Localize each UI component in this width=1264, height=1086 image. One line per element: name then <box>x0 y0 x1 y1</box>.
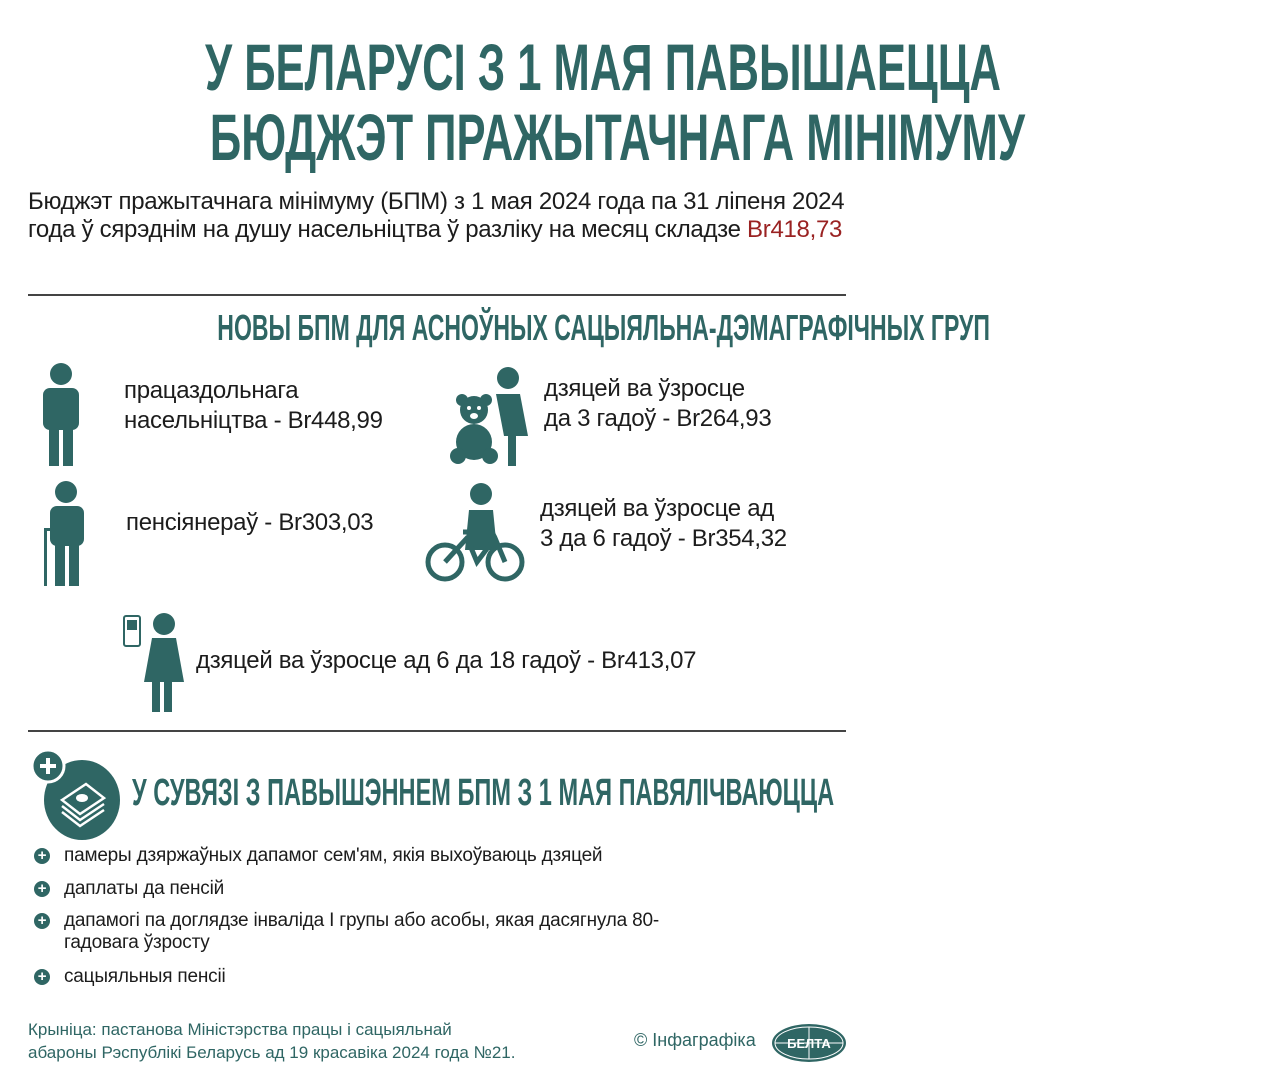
intro-value: Br418,73 <box>747 216 843 243</box>
increase-heading-text: У СУВЯЗІ З ПАВЫШЭННЕМ БПМ З 1 МАЯ ПАВЯЛІЧВАЮЦЦА <box>132 772 835 814</box>
title-text-2: БЮДЖЭТ ПРАЖЫТАЧНАГА МІНІМУМУ <box>209 100 1025 174</box>
increase-heading <box>132 773 1264 813</box>
increase-item <box>34 845 854 867</box>
group-6-to-18: дзяцей ва ўзросце ад 6 да 18 гадоў - Br413,07 <box>196 647 697 674</box>
group-working-age: працаздольнага насельніцтва - Br448,99 <box>124 377 383 434</box>
increase-item-text: сацыяльныя пенсіі <box>64 966 226 987</box>
increase-item <box>34 878 854 900</box>
plus-icon: + <box>34 913 50 929</box>
title-line-1 <box>0 30 1001 104</box>
title-line-2 <box>0 100 1025 174</box>
source-line-2: абароны Рэспублікі Беларусь ад 19 красавіка 2024 года №21. <box>28 1043 516 1062</box>
divider <box>28 730 846 732</box>
adult-person-icon <box>40 362 82 466</box>
increase-item-text: памеры дзяржаўных дапамог сем'ям, якія выхоўваюць дзяцей <box>64 845 603 866</box>
source-note <box>28 1018 515 1064</box>
svg-text:БЕЛТА: БЕЛТА <box>787 1036 831 1051</box>
intro-text: Бюджэт пражытачнага мінімуму (БПМ) з 1 мая 2024 года па 31 ліпеня 2024 года ў сярэднім на душу насельніцтва ў разліку на месяц складзе <box>28 188 845 243</box>
increase-item-text: даплаты да пенсій <box>64 878 225 899</box>
child-with-teddy-bear-icon <box>450 366 535 466</box>
increase-item-text: дапамогі па доглядзе інваліда I групы або асобы, якая дасягнула 80-гадовага ўзросту <box>64 910 659 953</box>
child-with-bicycle-icon <box>425 480 525 584</box>
plus-icon: + <box>34 969 50 985</box>
increase-item <box>34 910 854 954</box>
groups-heading-text: НОВЫ БПМ ДЛЯ АСНОЎНЫХ САЦЫЯЛЬНА-ДЭМАГРАФІЧНЫХ ГРУП <box>217 307 990 348</box>
money-stack-icon <box>30 748 122 840</box>
credit: © Інфаграфіка <box>634 1030 756 1050</box>
source-line-1: Крыніца: пастанова Міністэрства працы і сацыяльнай <box>28 1020 452 1039</box>
group-pensioners: пенсіянераў - Br303,03 <box>126 509 374 536</box>
intro-paragraph <box>28 188 858 244</box>
plus-icon: + <box>34 848 50 864</box>
teen-with-phone-icon <box>122 612 184 712</box>
increase-item <box>34 966 854 988</box>
title-text-1: У БЕЛАРУСІ З 1 МАЯ ПАВЫШАЕЦЦА <box>205 30 1001 104</box>
divider <box>28 294 846 296</box>
pensioner-with-cane-icon <box>38 480 88 586</box>
plus-icon: + <box>34 881 50 897</box>
group-3-to-6: дзяцей ва ўзросце ад 3 да 6 гадоў - Br354,32 <box>540 495 787 552</box>
groups-heading <box>0 307 990 348</box>
group-under-3: дзяцей ва ўзросце да 3 гадоў - Br264,93 <box>544 375 772 432</box>
belta-logo <box>770 1022 848 1064</box>
